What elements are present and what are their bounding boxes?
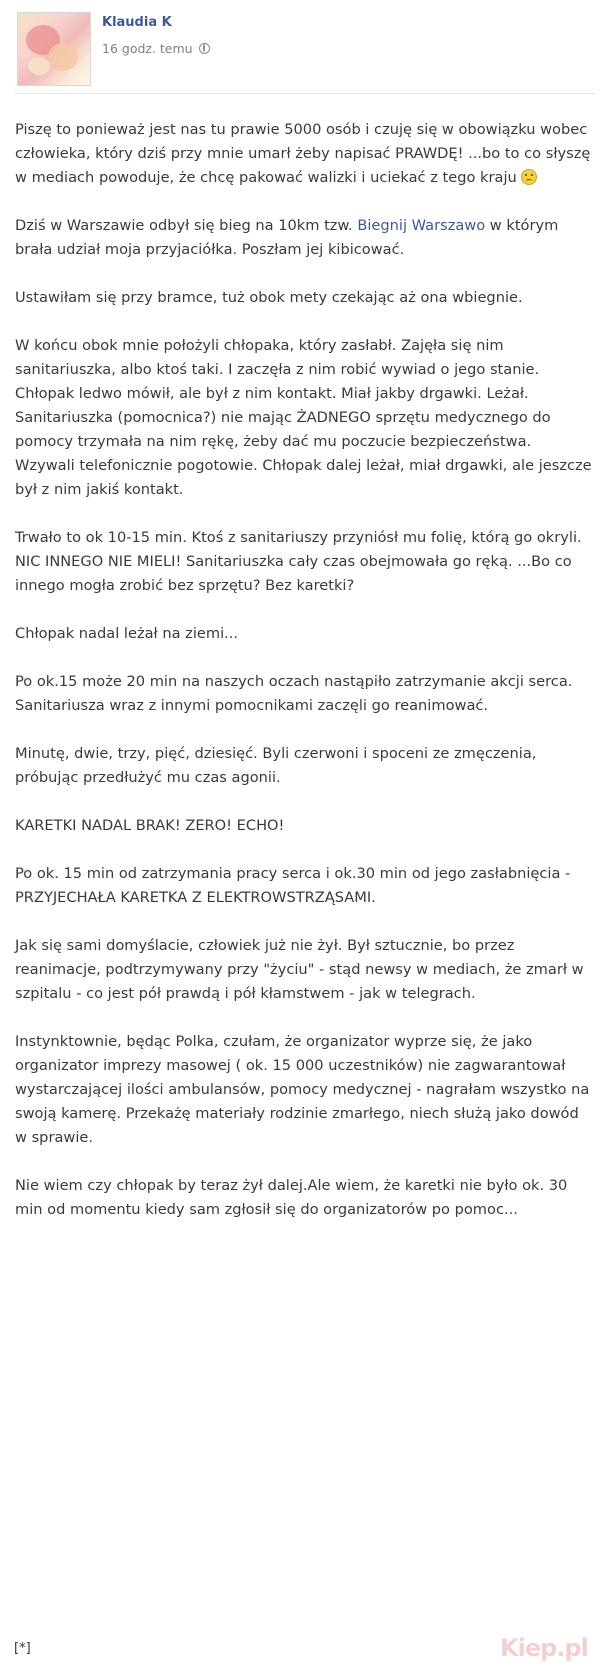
author-name[interactable]: Klaudia K [102, 15, 172, 30]
post-paragraph: Po ok. 15 min od zatrzymania pracy serca i ok.30 min od jego zasłabnięcia - PRZYJECHAŁA KARETKA Z ELEKTROWSTRZĄSAMI. [15, 865, 571, 906]
timestamp[interactable]: 16 godz. temu [102, 41, 193, 56]
post-paragraph: Chłopak nadal leżał na ziemi... [15, 625, 239, 642]
post-paragraph: Trwało to ok 10-15 min. Ktoś z sanitariuszy przyniósł mu folię, którą go okryli. NIC INNEGO NIE MIELI! Sanitariuszka cały czas obejmowała go ręką. ...Bo co innego mogła zrobić bez sprzętu? Bez karetki? [15, 529, 582, 594]
post-header [15, 10, 595, 90]
post-text: Piszę to ponieważ jest nas tu prawie 5000 osób i czuję się w obowiązku wobec człowieka, który dziś przy mnie umarł żeby napisać PRAWDĘ! ...bo to co słyszę w mediach powoduje, że chcę pakować walizki i uciekać z tego kraju [15, 121, 591, 186]
post-paragraph: Po ok.15 może 20 min na naszych oczach nastąpiło zatrzymanie akcji serca. Sanitariusza wraz z innymi pomocnikami zaczęli go reanimować. [15, 673, 573, 714]
avatar[interactable] [17, 12, 91, 86]
post-paragraph: Minutę, dwie, trzy, pięć, dziesięć. Byli czerwoni i spoceni ze zmęczenia, próbując przedłużyć mu czas agonii. [15, 745, 537, 786]
post-paragraph: Jak się sami domyślacie, człowiek już nie żył. Był sztucznie, bo przez reanimacje, podtrzymywany przy "życiu" - stąd newsy w mediach, że zmarł w szpitalu - co jest pół prawdą i pół kłamstwem - jak w telegrach. [15, 937, 584, 1002]
post-paragraph: Ustawiłam się przy bramce, tuż obok mety czekając aż ona wbiegnie. [15, 289, 523, 306]
globe-icon [199, 43, 210, 54]
watermark-logo: Kiep.pl [500, 1634, 588, 1662]
post-paragraph: Nie wiem czy chłopak by teraz żył dalej.Ale wiem, że karetki nie było ok. 30 min od momentu kiedy sam zgłosił się do organizatorów po pomoc... [15, 1177, 568, 1218]
post-paragraph [15, 214, 593, 262]
post-text: w którym brała udział moja przyjaciółka. Poszłam jej kibicować. [15, 217, 559, 258]
event-link[interactable]: Biegnij Warszawo [357, 217, 486, 234]
post-paragraph: Instynktownie, będąc Polka, czułam, że organizator wyprze się, że jako organizator imprezy masowej ( ok. 15 000 uczestników) nie zagwarantował wystarczającej ilości ambulansów, pomocy medycznej - nagrałam wszystko na swoją kamerę. Przekażę materiały rodzinie zmarłego, niech służą jako dowód w sprawie. [15, 1033, 590, 1146]
divider [15, 93, 595, 94]
avatar-shape [28, 57, 50, 75]
post-paragraph: KARETKI NADAL BRAK! ZERO! ECHO! [15, 817, 285, 834]
avatar-shape [48, 43, 78, 71]
post-paragraph: W końcu obok mnie położyli chłopaka, który zasłabł. Zajęła się nim sanitariuszka, albo ktoś taki. I zaczęła z nim robić wywiad o jego stanie. Chłopak ledwo mówił, ale był z nim kontakt. Miał jakby drgawki. Leżał. Sanitariuszka (pomocnica?) nie mając ŻADNEGO sprzętu medycznego do pomocy trzymała na nim rękę, żeby dać mu poczucie bezpieczeństwa. Wzywali telefonicznie pogotowie. Chłopak dalej leżał, miał drgawki, ale jeszcze był z nim jakiś kontakt. [15, 337, 592, 498]
post-body [15, 118, 593, 1222]
footer-tag: [*] [14, 1641, 31, 1656]
post-paragraph [15, 118, 593, 190]
post-meta [102, 41, 210, 56]
frown-emoticon-icon [521, 169, 537, 185]
post-text: Dziś w Warszawie odbył się bieg na 10km tzw. [15, 217, 358, 234]
